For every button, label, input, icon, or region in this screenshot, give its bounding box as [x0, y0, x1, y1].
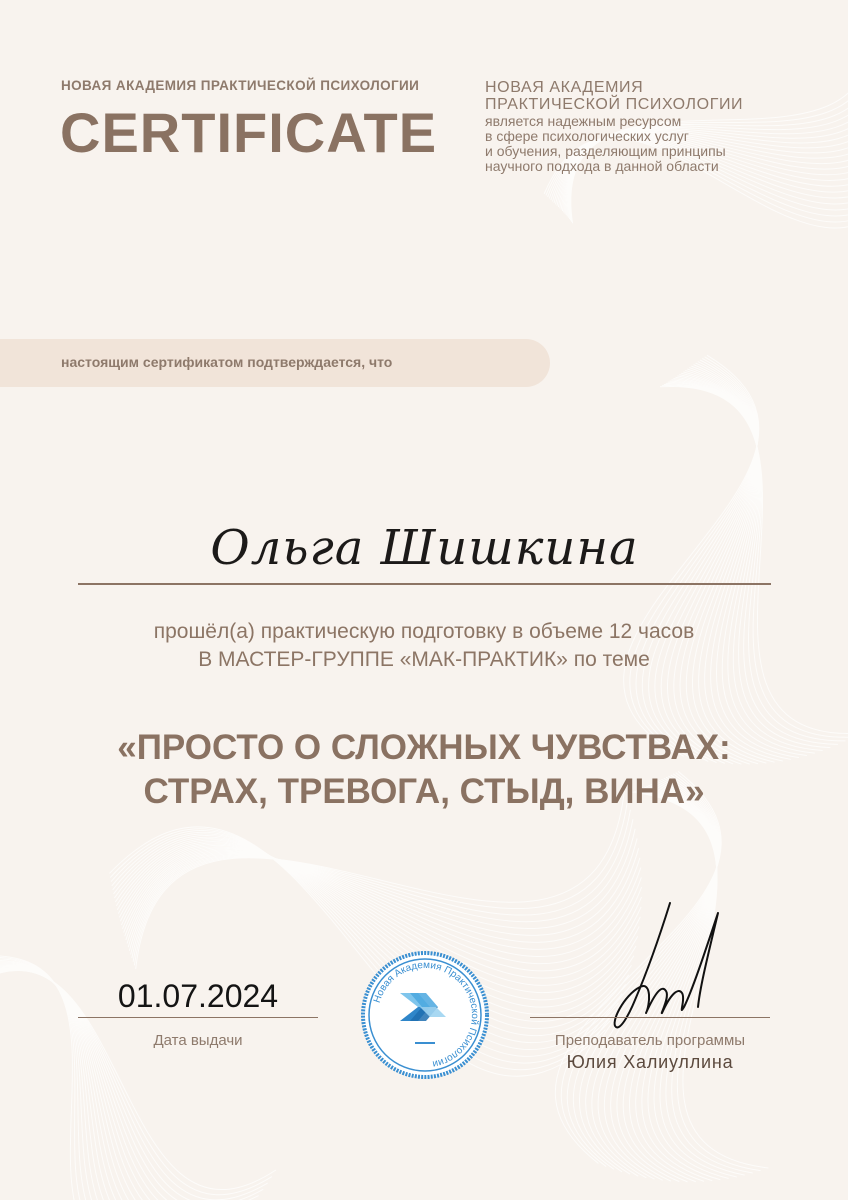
- background-wave-line: [0, 936, 252, 1200]
- recipient-name: Ольга Шишкина: [210, 520, 639, 576]
- academy-name-small: НОВАЯ АКАДЕМИЯ ПРАКТИЧЕСКОЙ ПСИХОЛОГИИ: [61, 78, 420, 93]
- academy-description-line: и обучения, разделяющим принципы: [485, 143, 726, 159]
- teacher-signature: [600, 895, 740, 1045]
- background-wave-line: [0, 937, 263, 1200]
- background-wave-line: [0, 936, 258, 1200]
- course-topic-line: СТРАХ, ТРЕВОГА, СТЫД, ВИНА»: [143, 772, 705, 811]
- course-description-line-1: прошёл(а) практическую подготовку в объеме 12 часов: [153, 620, 695, 643]
- background-wave-line: [0, 934, 241, 1200]
- academy-description-line: научного подхода в данной области: [485, 158, 719, 174]
- teacher-name: Юлия Халиуллина: [566, 1052, 734, 1072]
- course-description-line-2: В МАСТЕР-ГРУППЕ «МАК-ПРАКТИК» по теме: [198, 648, 650, 671]
- academy-description-line: является надежным ресурсом: [485, 113, 682, 129]
- issue-date-underline: [78, 1017, 318, 1018]
- teacher-label: Преподаватель программы: [554, 1032, 746, 1049]
- seal-ring-text: Новая Академия Практической Психологии: [371, 959, 481, 1070]
- academy-name-right-line: ПРАКТИЧЕСКОЙ ПСИХОЛОГИИ: [485, 96, 744, 113]
- academy-description-line: в сфере психологических услуг: [485, 128, 689, 144]
- background-wave-line: [0, 935, 247, 1200]
- academy-description: [485, 114, 726, 174]
- academy-name-right: [485, 79, 743, 113]
- academy-name-right-line: НОВАЯ АКАДЕМИЯ: [485, 79, 644, 96]
- issue-date-label: Дата выдачи: [153, 1032, 243, 1049]
- recipient-underline: [78, 583, 771, 585]
- course-topic-line: «ПРОСТО О СЛОЖНЫХ ЧУВСТВАХ:: [117, 728, 731, 767]
- certificate-title: CERTIFICATE: [60, 101, 438, 164]
- course-topic: [0, 726, 848, 814]
- seal-underline: [415, 1042, 435, 1044]
- issue-date: 01.07.2024: [117, 978, 279, 1014]
- signature-underline: [530, 1017, 770, 1018]
- academy-seal: [360, 950, 490, 1080]
- confirmation-text: настоящим сертификатом подтверждается, что: [61, 354, 393, 370]
